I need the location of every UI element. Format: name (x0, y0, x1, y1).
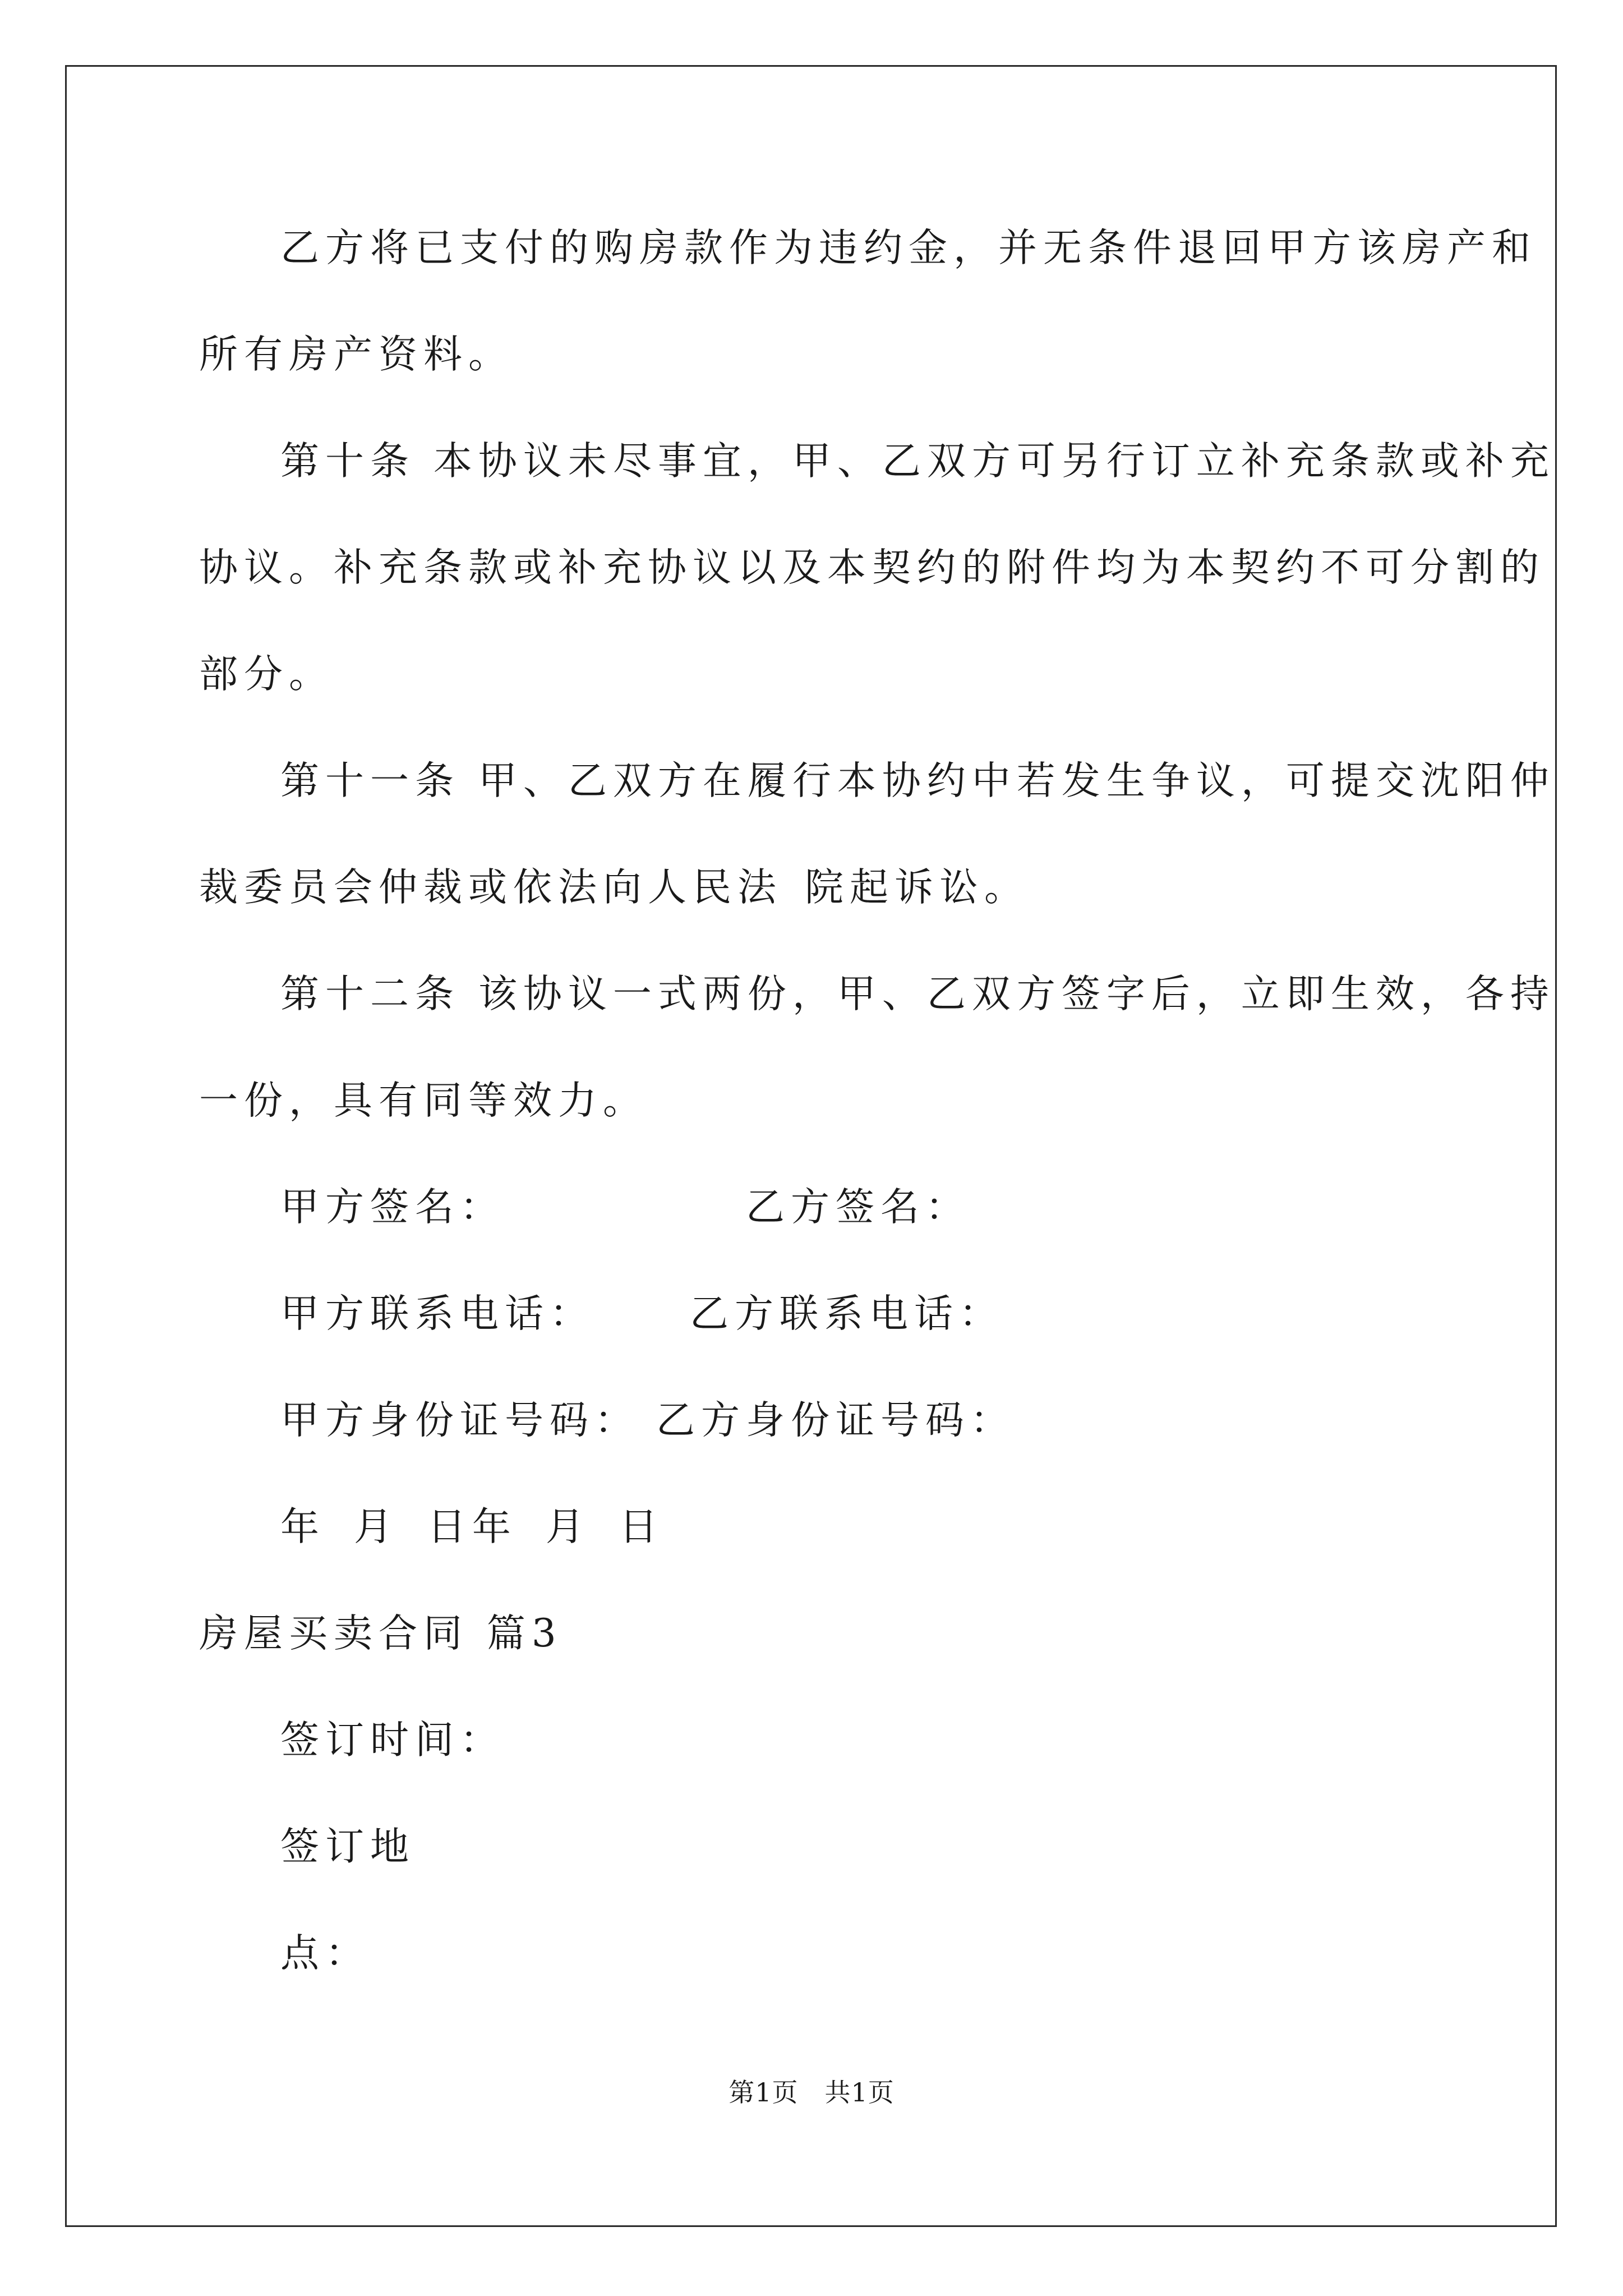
party-b-id-label: 乙方身份证号码： (656, 1398, 1015, 1443)
signing-place-label: 签订地 (280, 1824, 415, 1869)
party-a-phone-label: 甲方联系电话： (280, 1291, 594, 1336)
party-b-phone-label: 乙方联系电话： (690, 1291, 1004, 1336)
party-a-signature-label: 甲方签名： (280, 1185, 505, 1230)
page-border (65, 65, 1557, 2227)
party-a-id-label: 甲方身份证号码： (280, 1398, 639, 1443)
paragraph-line: 所有房产资料。 (199, 332, 513, 377)
clause-11-line (199, 862, 1029, 913)
id-number-line (280, 1395, 1015, 1446)
page-number-footer: 第1页 共1页 (728, 2077, 895, 2108)
signature-line (280, 1181, 970, 1233)
signing-place-label-cont: 点： (280, 1931, 370, 1976)
clause-10-line: 部分。 (199, 652, 334, 697)
clause-10-line: 第十条 本协议未尽事宜，甲、乙双方可另行订立补充条款或补充 (280, 439, 1555, 484)
clause-11-text-b: 院起诉讼。 (805, 865, 1029, 910)
paragraph-line: 乙方将已支付的购房款作为违约金，并无条件退回甲方该房产和 (280, 226, 1537, 270)
clause-12-line: 第十二条 该协议一式两份，甲、乙双方签字后，立即生效，各持 (280, 972, 1555, 1016)
clause-10-line: 协议。补充条款或补充协议以及本契约的附件均为本契约不可分割的 (199, 545, 1545, 590)
party-b-signature-label: 乙方签名： (746, 1185, 970, 1230)
phone-line (280, 1288, 1004, 1340)
signing-time-label: 签订时间： (280, 1718, 505, 1763)
date-line: 年 月 日年 月 日 (280, 1504, 664, 1549)
clause-12-line: 一份，具有同等效力。 (199, 1078, 648, 1123)
section-heading: 房屋买卖合同 篇3 (199, 1611, 562, 1656)
clause-11-line: 第十一条 甲、乙双方在履行本协约中若发生争议，可提交沈阳仲 (280, 758, 1555, 803)
clause-11-text-a: 裁委员会仲裁或依法向人民法 (199, 865, 782, 910)
